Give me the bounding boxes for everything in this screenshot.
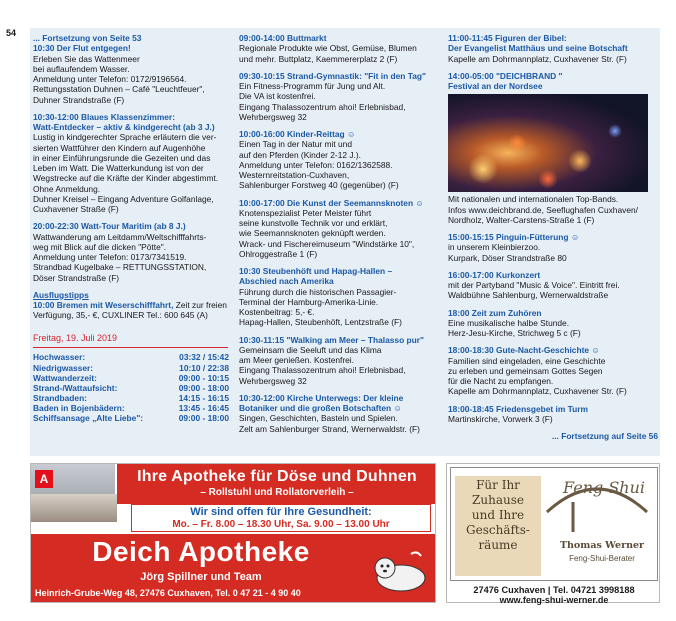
column-2 — [239, 33, 444, 441]
event-title: 10:00-17:00 Die Kunst der Seemannsknoten ☺ — [239, 197, 424, 208]
pharmacy-name: Deich Apotheke — [92, 536, 310, 567]
event-title: 18:00 Zeit zum Zuhören — [448, 307, 542, 318]
opening-hours-times: Mo. – Fr. 8.00 – 18.30 Uhr, Sa. 9.00 – 13.00 Uhr — [172, 519, 390, 531]
slogan-line: Geschäfts- — [466, 523, 530, 537]
event-item — [33, 43, 233, 105]
tide-label: Niedrigwasser: — [33, 362, 94, 373]
event-item — [448, 345, 658, 396]
pharmacy-headline: Ihre Apotheke für Döse und Duhnen — [137, 468, 417, 485]
event-description: Kapelle am Dohrmannplatz, Cuxhavener Str. (F) — [448, 53, 627, 64]
event-description: Familien sind eingeladen, eine Geschichte zu erleben und gemeinsam Gottes Segen für die Nacht zu empfangen. Kapelle am Dohrmannplatz, Cuxhavener Str. (F) — [448, 355, 627, 397]
event-title: 14:00-05:00 "DEICHBRAND " Festival an der Nordsee — [448, 70, 563, 91]
tide-row — [33, 352, 229, 362]
opening-hours-box — [131, 504, 431, 532]
event-item — [448, 194, 658, 225]
event-item — [239, 393, 444, 434]
event-title: 11:00-11:45 Figuren der Bibel: Der Evangelist Matthäus und seine Botschaft — [448, 33, 628, 54]
slogan-line: und Ihre — [471, 508, 525, 522]
event-item — [239, 129, 444, 191]
event-title: 16:00-17:00 Kurkonzert — [448, 269, 541, 280]
event-item — [239, 71, 444, 122]
column-2-events — [239, 33, 444, 434]
tide-value: 14:15 - 16:15 — [178, 392, 229, 403]
event-description: Knotenspezialist Peter Meister führt seine kunstvolle Technik vor und erklärt, wie Seemannsknoten geknüpft werden. Wrack- und Fischereimuseum "Windstärke 10", Ohlroggestraße 1 (F) — [239, 207, 415, 259]
event-item — [33, 221, 233, 283]
tide-row — [33, 413, 229, 423]
event-description: Singen, Geschichten, Basteln und Spielen. Zelt am Sahlenburger Strand, Wernerwaldstr. (F) — [239, 413, 420, 434]
tide-label: Baden in Bojenbädern: — [33, 402, 125, 413]
event-item — [239, 266, 444, 328]
tip-description: Zeit zur freien Verfügung, 35,- €, CUXLINER Tel.: 600 645 (A) — [33, 300, 227, 321]
event-description: Erleben Sie das Wattenmeer bei auflaufendem Wasser. Anmeldung unter Telefon: 0172/9196564. Rettungsstation Duhnen – Café "Leuchtfeuer", Duhner Strandstraße (F) — [33, 53, 205, 105]
event-title: 18:00-18:45 Friedensgebet im Turm — [448, 403, 588, 414]
light-glow — [608, 124, 622, 138]
tide-value: 03:32 / 15:42 — [179, 352, 229, 363]
tip-title: 10:00 Bremen mit Weserschifffahrt, — [33, 300, 174, 310]
fengshui-person: Thomas Werner — [559, 540, 645, 551]
fengshui-phone: 27476 Cuxhaven | Tel. 04721 3998188 — [473, 585, 635, 595]
tide-table — [33, 352, 229, 423]
event-title: 18:00-18:30 Gute-Nacht-Geschichte ☺ — [448, 345, 600, 356]
tips-list — [33, 300, 233, 321]
event-item — [448, 404, 658, 425]
event-item — [448, 270, 658, 301]
event-title: 10:30-12:00 Blaues Klassenzimmer: Watt-Entdecker – aktiv & kindgerecht (ab 3 J.) — [33, 111, 215, 132]
light-glow — [538, 169, 558, 189]
column-3 — [448, 33, 658, 441]
pharmacy-ad — [30, 463, 436, 603]
tide-value: 10:10 / 22:38 — [179, 362, 229, 373]
fengshui-brand: Feng Shui — [563, 478, 646, 497]
event-calendar-panel — [30, 28, 660, 456]
fengshui-ad-frame — [450, 467, 658, 581]
event-description: Ein Fitness-Programm für Jung und Alt. Die VA ist kostenfrei. Eingang Thalassozentrum ahoi! Erlebnisbad, Wehrbergsweg 32 — [239, 81, 406, 122]
page-number: 54 — [6, 28, 17, 38]
tide-label: Wattwanderzeit: — [33, 372, 97, 383]
column-1 — [33, 33, 233, 423]
event-item — [448, 232, 658, 263]
tide-value: 09:00 - 18:00 — [178, 412, 229, 423]
tide-label: Strandbaden: — [33, 392, 87, 403]
event-description: Wattwanderung am Leitdamm/Weltschifffahrts- weg mit Blick auf die dicken "Pötte". Anmeldung unter Telefon: 0173/7341519. Strandbad Kugelbake – RETTUNGSSTATION, Döser Strandstraße (F) — [33, 231, 207, 283]
tide-row — [33, 383, 229, 393]
event-item — [448, 71, 658, 92]
event-description: Eine musikalische halbe Stunde. Herz-Jesu-Kirche, Strichweg 5 c (F) — [448, 317, 581, 338]
event-title: 15:00-15:15 Pinguin-Fütterung ☺ — [448, 232, 580, 242]
event-title: 10:00-16:00 Kinder-Reittag ☺ — [239, 129, 356, 139]
event-title: 10:30-11:15 "Walking am Meer – Thalasso pur" — [239, 334, 424, 345]
event-item — [239, 335, 444, 386]
pharmacy-owner: Jörg Spillner und Team — [140, 571, 262, 583]
slogan-line: Für Ihr — [476, 478, 520, 492]
tide-label: Schiffsansage „Alte Liebe": — [33, 412, 144, 423]
event-description: mit der Partyband "Music & Voice". Eintritt frei. Waldbühne Sahlenburg, Wernerwaldstraße — [448, 280, 620, 301]
fengshui-ad — [446, 463, 660, 603]
fengshui-website[interactable]: www.feng-shui-werner.de — [499, 595, 609, 605]
tide-row — [33, 393, 229, 403]
event-item — [239, 33, 444, 64]
date-heading: Freitag, 19. Juli 2019 — [33, 333, 228, 349]
pharmacy-logo-icon: A — [35, 470, 53, 488]
event-description: in unserem Kleinbierzoo. Kurpark, Döser Strandstraße 80 — [448, 242, 567, 263]
pharmacy-storefront-image — [31, 464, 117, 522]
event-item — [448, 308, 658, 339]
column-1-events — [33, 43, 233, 283]
event-description: Führung durch die historischen Passagier- Terminal der Hamburg-Amerika-Linie. Kostenbeitrag: 5,- €. Hapag-Hallen, Steubenhöft, Lentzstraße (F) — [239, 286, 402, 328]
event-description: Lustig in kindgerechter Sprache erläutern die ver- sierten Wattführer den Kindern auf Augenhöhe in einer Einführungsrunde die Gezeiten und das Leben im Watt. Die Watterkundung ist von der Wegstrecke auf die Kräfte der Kinder abgestimmt. Ohne Anmeldung. Duhner Kreisel – Eingang Adventure Golfanlage, Cuxhavener Straße (F) — [33, 132, 219, 214]
continued-to: ... Fortsetzung auf Seite 56 — [551, 431, 658, 441]
storefront-roof — [31, 494, 117, 522]
pharmacy-address: Heinrich-Grube-Weg 48, 27476 Cuxhaven, Tel. 0 47 21 - 4 90 40 — [35, 588, 301, 598]
column-3-events — [448, 33, 658, 424]
fengshui-role: Feng-Shui-Berater — [569, 554, 635, 563]
event-item — [448, 33, 658, 64]
slogan-line: Zuhause — [472, 493, 524, 507]
tide-label: Strand-/Wattaufsicht: — [33, 382, 118, 393]
slogan-line: räume — [478, 538, 518, 552]
event-title: 10:30 Der Flut entgegen! — [33, 43, 131, 54]
event-description: Einen Tag in der Natur mit und auf den Pferden (Kinder 2-12 J.). Anmeldung unter Telefon: 0162/1362588. Westernreitstation-Cuxhaven, Sahlenburger Forstweg 40 (gegenüber) (F) — [239, 139, 399, 191]
tide-row — [33, 373, 229, 383]
opening-hours-title: Wir sind offen für Ihre Gesundheit: — [190, 506, 372, 518]
tip-item — [33, 300, 233, 321]
tide-row — [33, 363, 229, 373]
tips-heading: Ausflugstipps — [33, 289, 89, 300]
event-title: 09:30-10:15 Strand-Gymnastik: "Fit in den Tag" — [239, 70, 426, 81]
tide-label: Hochwasser: — [33, 352, 86, 363]
event-item — [33, 112, 233, 215]
event-title: 20:00-22:30 Watt-Tour Maritim (ab 8 J.) — [33, 221, 186, 232]
tide-value: 09:00 - 10:15 — [178, 372, 229, 383]
pharmacy-subline: – Rollstuhl und Rollatorverleih – — [200, 487, 354, 498]
event-title: 10:30 Steubenhöft und Hapag-Hallen – Abschied nach Amerika — [239, 266, 393, 287]
event-description: Martinskirche, Vorwerk 3 (F) — [448, 413, 553, 424]
event-title: 09:00-14:00 Buttmarkt — [239, 33, 327, 43]
tide-value: 13:45 - 16:45 — [178, 402, 229, 413]
event-item — [239, 198, 444, 260]
light-glow — [508, 134, 526, 152]
event-description: Gemeinsam die Seeluft und das Klima am Meer genießen. Kostenfrei. Eingang Thalassozentrum ahoi! Erlebnisbad, Wehrbergsweg 32 — [239, 344, 406, 386]
event-description: Mit nationalen und internationalen Top-Bands. Infos www.deichbrand.de, Seeflughafen Cuxhaven/ Nordholz, Walter-Carstens-Straße 1 (F) — [448, 194, 638, 225]
festival-photo — [448, 94, 648, 192]
tide-row — [33, 403, 229, 413]
seal-mascot-icon — [371, 546, 427, 594]
light-glow — [468, 154, 498, 184]
event-description: Regionale Produkte wie Obst, Gemüse, Blumen und mehr. Buttplatz, Kaemmererplatz 2 (F) — [239, 43, 417, 64]
fengshui-slogan — [455, 476, 541, 576]
tide-value: 09:00 - 18:00 — [178, 382, 229, 393]
event-title: 10:30-12:00 Kirche Unterwegs: Der kleine Botaniker und die großen Botschaften ☺ — [239, 392, 404, 413]
light-glow — [568, 149, 592, 173]
continued-from: ... Fortsetzung von Seite 53 — [33, 33, 142, 43]
